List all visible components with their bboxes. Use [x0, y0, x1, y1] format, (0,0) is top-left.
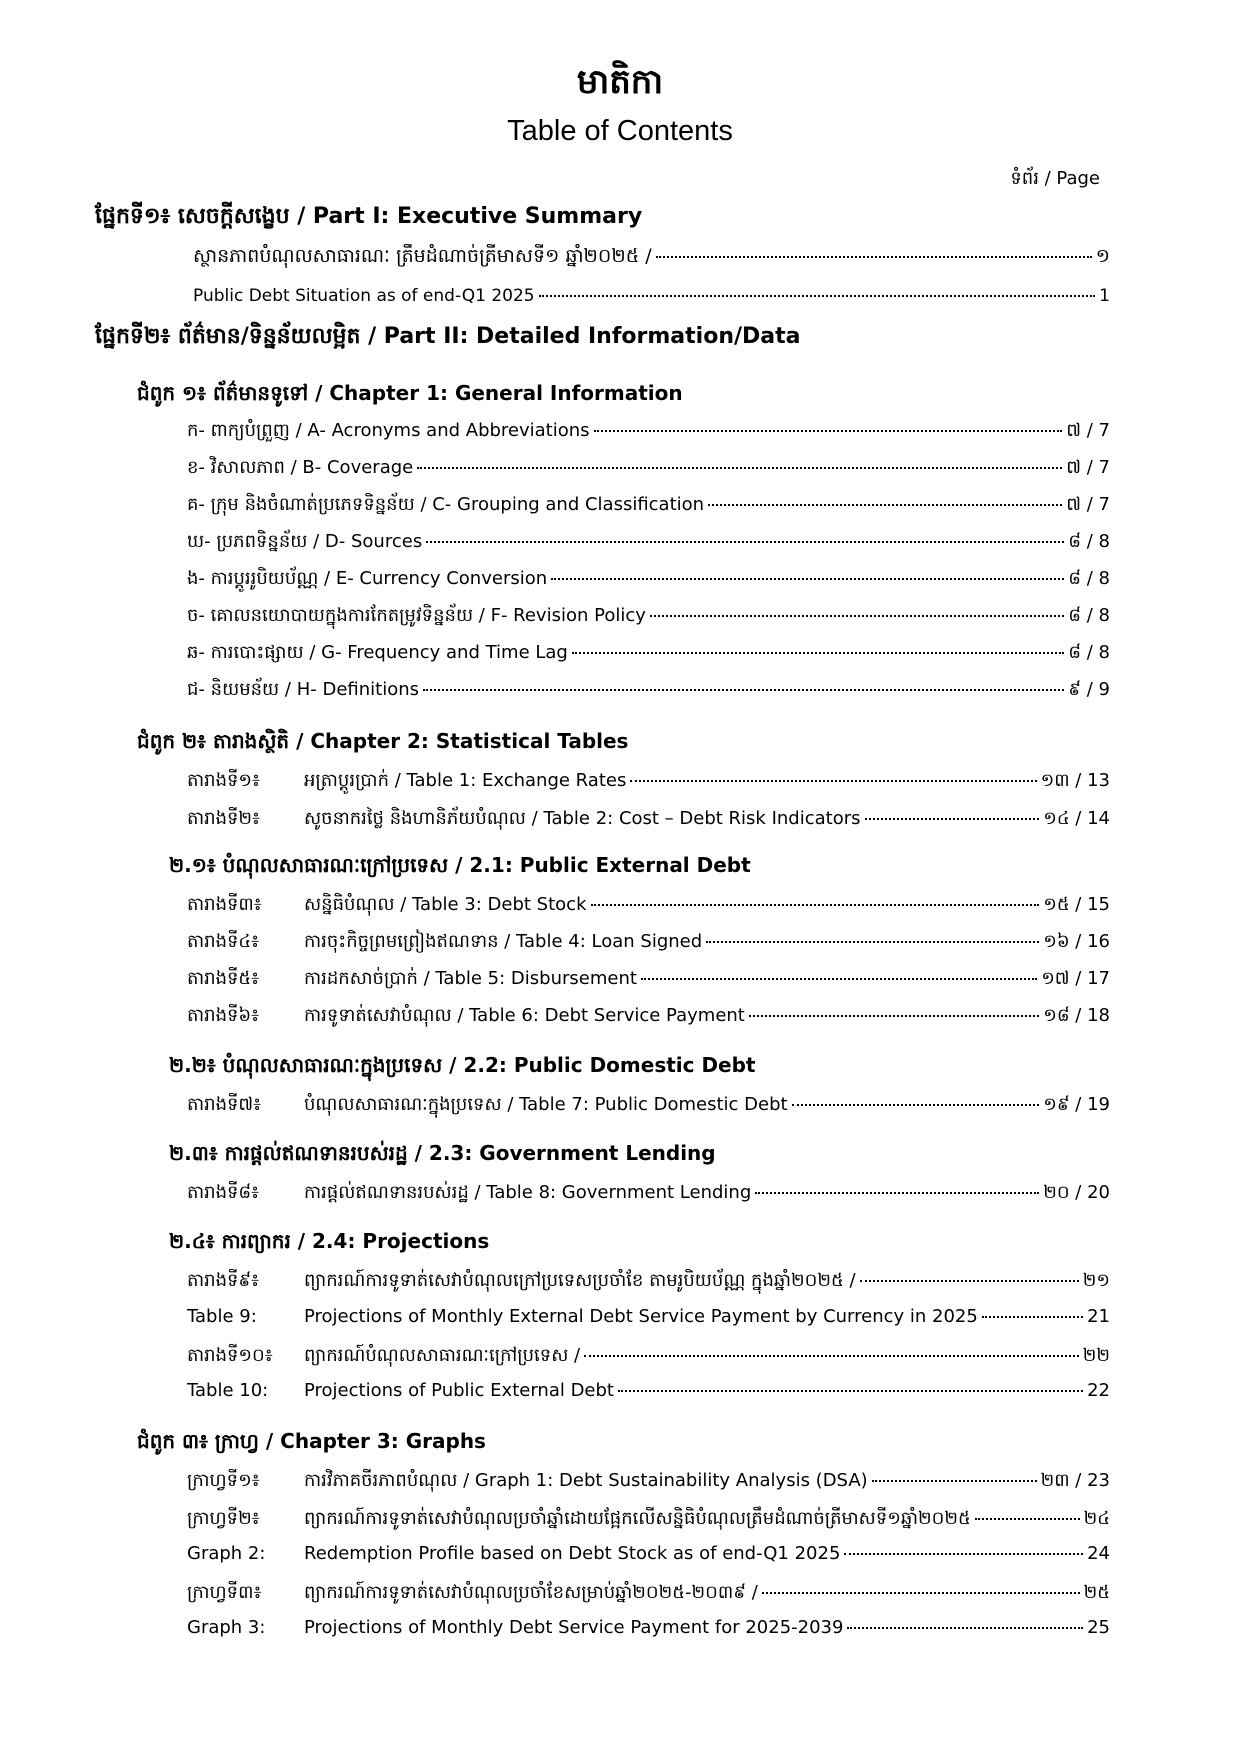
- entry-label: Graph 2:: [187, 1543, 266, 1564]
- entry-text: ព្យាករណ៍ការទូទាត់សេវាបំណុលក្រៅប្រទេសប្រចាំខែ តាមរូបិយប័ណ្ណ ក្នុងឆ្នាំ២០២៥ /: [304, 1270, 856, 1291]
- page-number: 25: [1087, 1617, 1110, 1638]
- page-number: 21: [1087, 1306, 1110, 1327]
- page-number: ៨ / 8: [1068, 642, 1110, 663]
- entry-label: ក្រាហ្វទី២៖: [187, 1508, 260, 1529]
- toc-entry[interactable]: [193, 286, 1110, 306]
- toc-entry[interactable]: [187, 1180, 1110, 1207]
- toc-entry[interactable]: [187, 1092, 1110, 1119]
- dot-leader: [656, 256, 1092, 258]
- page-number: 22: [1087, 1380, 1110, 1401]
- toc-entry[interactable]: [187, 677, 1110, 704]
- dot-leader: [844, 1553, 1083, 1555]
- section22-heading: ២.២៖ បំណុលសាធារណៈក្នុងប្រទេស / 2.2: Public Domestic Debt: [169, 1053, 756, 1077]
- entry-label: តារាងទី១០៖: [187, 1345, 273, 1366]
- entry-text: ព្យាករណ៍បំណុលសាធារណៈក្រៅប្រទេស /: [304, 1345, 581, 1366]
- entry-text: Public Debt Situation as of end-Q1 2025: [193, 286, 535, 306]
- page-number: ១៨ / 18: [1043, 1005, 1110, 1026]
- entry-text: បំណុលសាធារណៈក្នុងប្រទេស / Table 7: Public Domestic Debt: [304, 1094, 788, 1115]
- entry-text: ការវិភាគចីរភាពបំណុល / Graph 1: Debt Sustainability Analysis (DSA): [304, 1470, 868, 1491]
- page-number: ៧ / 7: [1066, 457, 1110, 478]
- page-number: ៨ / 8: [1068, 568, 1110, 589]
- dot-leader: [591, 904, 1040, 906]
- toc-entry[interactable]: [187, 768, 1110, 795]
- entry-text: ព្យាករណ៍ការទូទាត់សេវាបំណុលប្រចាំខែសម្រាប់ឆ្នាំ២០២៥-២០៣៩ /: [304, 1582, 758, 1603]
- entry-label: តារាងទី៩៖: [187, 1270, 260, 1291]
- entry-text: Projections of Public External Debt: [304, 1380, 614, 1401]
- dot-leader: [584, 1355, 1079, 1357]
- dot-leader: [762, 1592, 1080, 1594]
- entry-text: ការទូទាត់សេវាបំណុល / Table 6: Debt Service Payment: [304, 1005, 745, 1026]
- page-number: ១៥ / 15: [1043, 894, 1110, 915]
- toc-entry[interactable]: [187, 1543, 1110, 1564]
- page-number: ៩ / 9: [1068, 679, 1110, 700]
- dot-leader: [749, 1015, 1039, 1017]
- dot-leader: [641, 978, 1037, 980]
- entry-label: តារាងទី២៖: [187, 808, 260, 829]
- page-number: ១៤ / 14: [1043, 808, 1110, 829]
- entry-text: ខ- វិសាលភាព / B- Coverage: [187, 457, 414, 478]
- page-number: ២៤: [1083, 1508, 1110, 1529]
- entry-text: សន្និធិបំណុល / Table 3: Debt Stock: [304, 894, 587, 915]
- entry-text: ការដកសាច់ប្រាក់ / Table 5: Disbursement: [304, 968, 637, 989]
- entry-text: ការផ្តល់ឥណទានរបស់រដ្ឋ / Table 8: Government Lending: [304, 1182, 752, 1203]
- page-number: ២៣ / 23: [1040, 1470, 1110, 1491]
- toc-title-english: Table of Contents: [507, 115, 733, 147]
- chapter2-heading: ជំពូក ២៖ តារាងស្ថិតិ / Chapter 2: Statistical Tables: [137, 729, 629, 753]
- toc-entry[interactable]: [187, 966, 1110, 993]
- dot-leader: [630, 780, 1036, 782]
- dot-leader: [872, 1480, 1037, 1482]
- entry-label: Graph 3:: [187, 1617, 266, 1638]
- dot-leader: [551, 578, 1064, 580]
- toc-entry[interactable]: [187, 418, 1110, 445]
- toc-entry[interactable]: [187, 806, 1110, 833]
- entry-text: អត្រាប្តូរប្រាក់ / Table 1: Exchange Rates: [304, 770, 627, 791]
- entry-text: សូចនាករថ្លៃ និងហានិភ័យបំណុល / Table 2: Cost – Debt Risk Indicators: [304, 808, 861, 829]
- entry-label: តារាងទី៥៖: [187, 968, 260, 989]
- dot-leader: [594, 430, 1063, 432]
- dot-leader: [975, 1518, 1080, 1520]
- entry-label: តារាងទី៦៖: [187, 1005, 260, 1026]
- toc-title-khmer: មាតិកា: [576, 62, 664, 102]
- dot-leader: [982, 1316, 1083, 1318]
- page-number: ២០ / 20: [1043, 1182, 1110, 1203]
- entry-label: ក្រាហ្វទី១៖: [187, 1470, 260, 1491]
- page-number: ១៩ / 19: [1043, 1094, 1110, 1115]
- entry-text: ង- ការប្តូររូបិយប័ណ្ណ / E- Currency Conversion: [187, 568, 548, 589]
- page-number: ៨ / 8: [1068, 531, 1110, 552]
- part2-heading: ផ្នែកទី២៖ ព័ត៌មាន/ទិន្នន័យលម្អិត / Part II: Detailed Information/Data: [95, 324, 801, 349]
- dot-leader: [847, 1627, 1083, 1629]
- dot-leader: [417, 467, 1062, 469]
- dot-leader: [650, 615, 1064, 617]
- toc-entry[interactable]: [187, 1380, 1110, 1401]
- dot-leader: [706, 941, 1039, 943]
- entry-label: Table 10:: [187, 1380, 269, 1401]
- dot-leader: [792, 1104, 1040, 1106]
- dot-leader: [755, 1192, 1039, 1194]
- entry-text: ឃ- ប្រភពទិន្នន័យ / D- Sources: [187, 531, 423, 552]
- section24-heading: ២.៤៖ ការព្យាករ / 2.4: Projections: [169, 1229, 490, 1253]
- page-number: 1: [1099, 286, 1110, 306]
- toc-entry[interactable]: [187, 1306, 1110, 1327]
- toc-entry[interactable]: [187, 1580, 1110, 1607]
- entry-text: គ- ក្រុម និងចំណាត់ប្រភេទទិន្នន័យ / C- Grouping and Classification: [187, 494, 705, 515]
- dot-leader: [865, 818, 1040, 820]
- page-column-header: ទំព័រ / Page: [1010, 168, 1100, 189]
- toc-entry[interactable]: [187, 1003, 1110, 1030]
- entry-text: ក- ពាក្យបំព្រួញ / A- Acronyms and Abbreviations: [187, 420, 590, 441]
- toc-entry[interactable]: [187, 1468, 1110, 1495]
- toc-entry[interactable]: [187, 640, 1110, 667]
- page-number: 24: [1087, 1543, 1110, 1564]
- dot-leader: [572, 652, 1064, 654]
- dot-leader: [860, 1280, 1079, 1282]
- entry-text: ការចុះកិច្ចព្រមព្រៀងឥណទាន / Table 4: Loan Signed: [304, 931, 703, 952]
- entry-text: ព្យាករណ៍ការទូទាត់សេវាបំណុលប្រចាំឆ្នាំដោយផ្អែកលើសន្និធិបំណុលត្រឹមដំណាច់ត្រីមាសទី១ឆ្នាំ២០២៥: [304, 1508, 971, 1529]
- toc-entry[interactable]: [187, 529, 1110, 556]
- entry-label: តារាងទី៣៖: [187, 894, 262, 915]
- entry-text: Projections of Monthly External Debt Service Payment by Currency in 2025: [304, 1306, 978, 1327]
- page-number: ២២: [1082, 1345, 1110, 1366]
- page-number: ១៣ / 13: [1040, 770, 1110, 791]
- page-number: ១៧ / 17: [1041, 968, 1110, 989]
- entry-text: ឆ- ការបោះផ្សាយ / G- Frequency and Time Lag: [187, 642, 568, 663]
- toc-entry[interactable]: [187, 892, 1110, 919]
- page-number: ១: [1095, 245, 1110, 267]
- entry-label: ក្រាហ្វទី៣៖: [187, 1582, 262, 1603]
- toc-entry[interactable]: [187, 1506, 1110, 1533]
- page-number: ៧ / 7: [1066, 420, 1110, 441]
- toc-entry[interactable]: [187, 603, 1110, 630]
- toc-entry[interactable]: [187, 566, 1110, 593]
- page-number: ២១: [1082, 1270, 1110, 1291]
- entry-label: Table 9:: [187, 1306, 257, 1327]
- entry-text: ជ- និយមន័យ / H- Definitions: [187, 679, 419, 700]
- entry-label: តារាងទី១៖: [187, 770, 260, 791]
- entry-text: ស្ថានភាពបំណុលសាធារណៈ ត្រឹមដំណាច់ត្រីមាសទី១ ឆ្នាំ២០២៥ /: [193, 245, 652, 267]
- entry-label: តារាងទី៧៖: [187, 1094, 262, 1115]
- chapter1-heading: ជំពូក ១៖ ព័ត៌មានទូទៅ / Chapter 1: General Information: [137, 381, 683, 405]
- page-number: ២៥: [1083, 1582, 1110, 1603]
- dot-leader: [708, 504, 1062, 506]
- section23-heading: ២.៣៖ ការផ្តល់ឥណទានរបស់រដ្ឋ / 2.3: Government Lending: [169, 1141, 716, 1165]
- dot-leader: [426, 541, 1064, 543]
- chapter3-heading: ជំពូក ៣៖ ក្រាហ្វ / Chapter 3: Graphs: [137, 1429, 486, 1453]
- toc-entry[interactable]: [187, 492, 1110, 519]
- toc-entry[interactable]: [187, 1343, 1110, 1370]
- page-number: ១៦ / 16: [1043, 931, 1110, 952]
- dot-leader: [618, 1390, 1083, 1392]
- page-number: ៧ / 7: [1066, 494, 1110, 515]
- section21-heading: ២.១៖ បំណុលសាធារណៈក្រៅប្រទេស / 2.1: Public External Debt: [169, 853, 751, 877]
- toc-entry[interactable]: [187, 1268, 1110, 1295]
- entry-text: ច- គោលនយោបាយក្នុងការកែតម្រូវទិន្នន័យ / F- Revision Policy: [187, 605, 646, 626]
- toc-entry[interactable]: [187, 1617, 1110, 1638]
- dot-leader: [423, 689, 1064, 691]
- toc-entry[interactable]: [187, 455, 1110, 482]
- dot-leader: [539, 295, 1096, 297]
- entry-text: Projections of Monthly Debt Service Payment for 2025-2039: [304, 1617, 844, 1638]
- entry-label: តារាងទី៤៖: [187, 931, 260, 952]
- entry-label: តារាងទី៨៖: [187, 1182, 260, 1203]
- part1-heading: ផ្នែកទី១៖ សេចក្តីសង្ខេប / Part I: Executive Summary: [95, 204, 643, 229]
- page-number: ៨ / 8: [1068, 605, 1110, 626]
- toc-entry[interactable]: [193, 244, 1110, 272]
- toc-entry[interactable]: [187, 929, 1110, 956]
- entry-text: Redemption Profile based on Debt Stock as of end-Q1 2025: [304, 1543, 841, 1564]
